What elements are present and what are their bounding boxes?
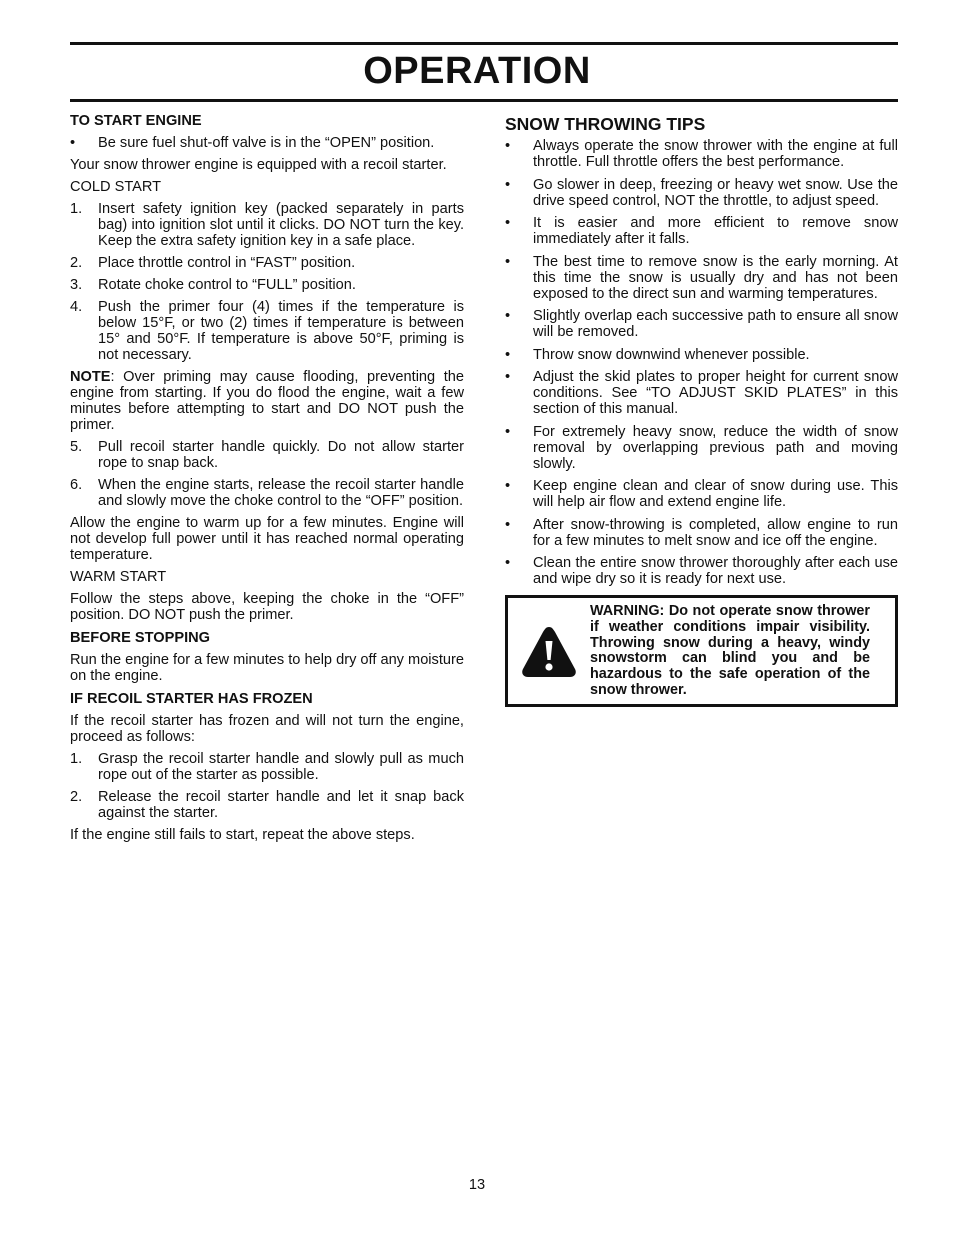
list-marker: 3. xyxy=(70,277,83,293)
list-item-text: Adjust the skid plates to proper height for current snow conditions. See “TO ADJUST SKID PLATES” in this section of this manual. xyxy=(533,369,898,417)
list-item-text: It is easier and more efficient to remove snow immediately after it falls. xyxy=(533,215,898,247)
list-marker: 1. xyxy=(70,751,83,767)
list-item-text: Slightly overlap each successive path to ensure all snow will be removed. xyxy=(533,308,898,340)
list-item-text: Always operate the snow thrower with the engine at full throttle. Full throttle offers the best performance. xyxy=(533,138,898,170)
frozen-heading: IF RECOIL STARTER HAS FROZEN xyxy=(70,691,313,707)
list-item xyxy=(505,424,898,472)
cold-start-label: COLD START xyxy=(70,179,162,195)
list-item xyxy=(505,308,898,340)
list-marker: • xyxy=(505,555,511,571)
right-column xyxy=(505,114,898,707)
warning-text: WARNING: Do not operate snow thrower if weather conditions impair visibility. Throwing snow during a heavy, windy snowstorm can blind you and be hazardous to the safe operation of the snow thrower. xyxy=(590,603,870,698)
list-item-text: Push the primer four (4) times if the temperature is below 15°F, or two (2) times if temperature is between 15° and 50°F. If temperature is above 50°F, priming is not necessary. xyxy=(98,299,464,363)
bottom-rule xyxy=(70,99,898,102)
list-item xyxy=(505,555,898,587)
list-item-text: Release the recoil starter handle and let it snap back against the starter. xyxy=(98,789,464,821)
note-label: NOTE xyxy=(70,369,111,385)
list-marker: 1. xyxy=(70,201,83,217)
final-text: If the engine still fails to start, repeat the above steps. xyxy=(70,827,415,843)
warning-triangle-icon xyxy=(520,624,578,680)
list-item xyxy=(505,517,898,549)
list-item-text: Throw snow downwind whenever possible. xyxy=(533,346,810,363)
fuel-bullet-text: Be sure fuel shut-off valve is in the “OPEN” position. xyxy=(98,135,435,151)
list-item-text: Clean the entire snow thrower thoroughly after each use and wipe dry so it is ready for next use. xyxy=(533,555,898,587)
note-text: : Over priming may cause flooding, preventing the engine from starting. If you do flood the engine, wait a few minutes before attempting to start and DO NOT push the primer. xyxy=(70,369,464,433)
list-marker: • xyxy=(505,423,511,440)
snow-tips-heading: SNOW THROWING TIPS xyxy=(505,114,706,134)
list-item xyxy=(70,477,464,509)
list-item xyxy=(505,138,898,170)
list-marker: 4. xyxy=(70,299,83,315)
list-marker: • xyxy=(505,138,511,154)
list-item xyxy=(70,255,464,271)
cold-start-steps xyxy=(70,201,464,363)
list-item-text: Keep engine clean and clear of snow during use. This will help air flow and extend engine life. xyxy=(533,478,898,510)
list-marker: • xyxy=(505,215,511,231)
list-item-text: The best time to remove snow is the early morning. At this time the snow is usually dry and has not been exposed to the direct sun and warming temperatures. xyxy=(533,253,898,302)
list-marker: • xyxy=(505,176,511,193)
list-item xyxy=(505,478,898,510)
list-marker: • xyxy=(505,253,511,270)
list-item-text: Place throttle control in “FAST” position. xyxy=(98,255,356,271)
start-engine-heading: TO START ENGINE xyxy=(70,113,202,129)
list-item xyxy=(70,201,464,249)
list-item xyxy=(505,347,898,363)
start-steps-continued xyxy=(70,439,464,509)
frozen-steps xyxy=(70,751,464,821)
list-item xyxy=(70,439,464,471)
list-item xyxy=(70,751,464,783)
list-item-text: For extremely heavy snow, reduce the width of snow removal by overlapping previous path and moving slowly. xyxy=(533,423,898,472)
list-item-text: Pull recoil starter handle quickly. Do not allow starter rope to snap back. xyxy=(98,439,464,471)
bullet-mark: • xyxy=(70,135,76,151)
list-item xyxy=(70,789,464,821)
warm-up-text: Allow the engine to warm up for a few minutes. Engine will not develop full power until it has reached normal operating temperature. xyxy=(70,515,464,563)
list-item-text: Insert safety ignition key (packed separately in parts bag) into ignition slot until it clicks. DO NOT turn the key. Keep the extra safety ignition key in a safe place. xyxy=(98,201,464,249)
list-item xyxy=(70,277,464,293)
before-stopping-heading: BEFORE STOPPING xyxy=(70,630,211,646)
before-stopping-text: Run the engine for a few minutes to help dry off any moisture on the engine. xyxy=(70,652,464,684)
list-item-text: After snow-throwing is completed, allow engine to run for a few minutes to melt snow and ice off the engine. xyxy=(533,516,898,549)
list-item-text: Rotate choke control to “FULL” position. xyxy=(98,277,356,293)
left-column xyxy=(70,112,464,849)
list-item xyxy=(505,369,898,417)
note-paragraph xyxy=(70,369,464,433)
page-number: 13 xyxy=(468,1177,486,1193)
frozen-text: If the recoil starter has frozen and will not turn the engine, proceed as follows: xyxy=(70,713,464,745)
list-marker: 6. xyxy=(70,477,83,493)
list-marker: 2. xyxy=(70,789,83,805)
warm-start-text: Follow the steps above, keeping the choke in the “OFF” position. DO NOT push the primer. xyxy=(70,591,464,623)
list-item-text: When the engine starts, release the recoil starter handle and slowly move the choke control to the “OFF” position. xyxy=(98,477,464,509)
list-marker: • xyxy=(505,346,511,363)
warning-box xyxy=(505,595,898,707)
page-title: OPERATION xyxy=(363,50,591,92)
top-rule xyxy=(70,42,898,45)
list-item xyxy=(70,299,464,363)
list-item-text: Go slower in deep, freezing or heavy wet snow. Use the drive speed control, NOT the throttle, to adjust speed. xyxy=(533,176,898,209)
list-marker: 5. xyxy=(70,439,83,455)
fuel-bullet xyxy=(70,135,464,151)
list-item xyxy=(505,254,898,302)
recoil-note: Your snow thrower engine is equipped with a recoil starter. xyxy=(70,157,447,173)
tips-list xyxy=(505,138,898,587)
list-marker: 2. xyxy=(70,255,83,271)
list-item xyxy=(505,215,898,247)
list-marker: • xyxy=(505,308,511,324)
list-item-text: Grasp the recoil starter handle and slowly pull as much rope out of the starter as possible. xyxy=(98,751,464,783)
list-marker: • xyxy=(505,369,511,385)
warm-start-label: WARM START xyxy=(70,569,167,585)
list-item xyxy=(505,177,898,209)
list-marker: • xyxy=(505,516,511,533)
list-marker: • xyxy=(505,478,511,494)
